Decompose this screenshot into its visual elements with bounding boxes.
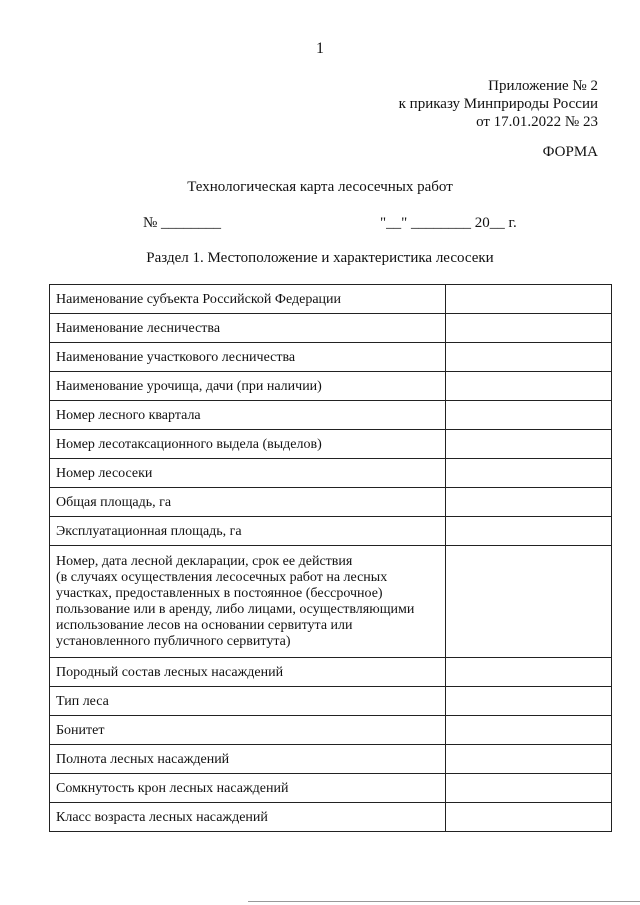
document-number-field: № ________	[143, 215, 222, 231]
row-label: Тип леса	[50, 687, 446, 716]
table-row	[50, 430, 612, 459]
row-label: Сомкнутость крон лесных насаждений	[50, 774, 446, 803]
document-title: Технологическая карта лесосечных работ	[187, 179, 453, 195]
section-title: Раздел 1. Местоположение и характеристика лесосеки	[146, 250, 494, 266]
table-row	[50, 546, 612, 658]
row-value-cell	[446, 459, 612, 488]
row-label: Номер лесосеки	[50, 459, 446, 488]
row-value-cell	[446, 517, 612, 546]
table-row	[50, 372, 612, 401]
row-label: Номер лесного квартала	[50, 401, 446, 430]
form-label: ФОРМА	[542, 144, 598, 160]
row-value-cell	[446, 343, 612, 372]
table-row	[50, 285, 612, 314]
row-value-cell	[446, 774, 612, 803]
table-row	[50, 459, 612, 488]
page-number: 1	[316, 40, 324, 57]
row-value-cell	[446, 803, 612, 832]
row-label: Бонитет	[50, 716, 446, 745]
page-bottom-rule	[248, 901, 640, 902]
row-value-cell	[446, 314, 612, 343]
table-row	[50, 716, 612, 745]
row-value-cell	[446, 745, 612, 774]
row-value-cell	[446, 372, 612, 401]
row-value-cell	[446, 687, 612, 716]
row-value-cell	[446, 488, 612, 517]
row-label: Наименование участкового лесничества	[50, 343, 446, 372]
row-value-cell	[446, 716, 612, 745]
table-row	[50, 774, 612, 803]
row-value-cell	[446, 658, 612, 687]
appendix-line-1: Приложение № 2	[488, 78, 598, 94]
table-row	[50, 343, 612, 372]
row-label: Наименование урочища, дачи (при наличии)	[50, 372, 446, 401]
row-label: Эксплуатационная площадь, га	[50, 517, 446, 546]
table-row	[50, 658, 612, 687]
row-value-cell	[446, 546, 612, 658]
row-label: Наименование субъекта Российской Федерации	[50, 285, 446, 314]
row-label: Полнота лесных насаждений	[50, 745, 446, 774]
table-row	[50, 488, 612, 517]
document-date-field: "__" ________ 20__ г.	[380, 215, 517, 231]
row-value-cell	[446, 430, 612, 459]
row-label: Номер лесотаксационного выдела (выделов)	[50, 430, 446, 459]
appendix-line-2: к приказу Минприроды России	[398, 96, 598, 112]
row-label: Общая площадь, га	[50, 488, 446, 517]
row-label: Породный состав лесных насаждений	[50, 658, 446, 687]
row-value-cell	[446, 401, 612, 430]
appendix-line-3: от 17.01.2022 № 23	[476, 114, 598, 130]
table-row	[50, 803, 612, 832]
appendix-header	[399, 77, 598, 131]
table-row	[50, 517, 612, 546]
row-label: Номер, дата лесной декларации, срок ее действия (в случаях осуществления лесосечных работ на лесных участках, предоставленных в постоянное (бессрочное) пользование или в аренду, либо лицами, осуществляющими использование лесов на основании сервитута или установленного публичного сервитута)	[50, 546, 446, 658]
table-row	[50, 687, 612, 716]
table-row	[50, 401, 612, 430]
table-row	[50, 745, 612, 774]
table-row	[50, 314, 612, 343]
row-value-cell	[446, 285, 612, 314]
location-characteristics-table	[49, 284, 612, 832]
row-label: Класс возраста лесных насаждений	[50, 803, 446, 832]
row-label: Наименование лесничества	[50, 314, 446, 343]
